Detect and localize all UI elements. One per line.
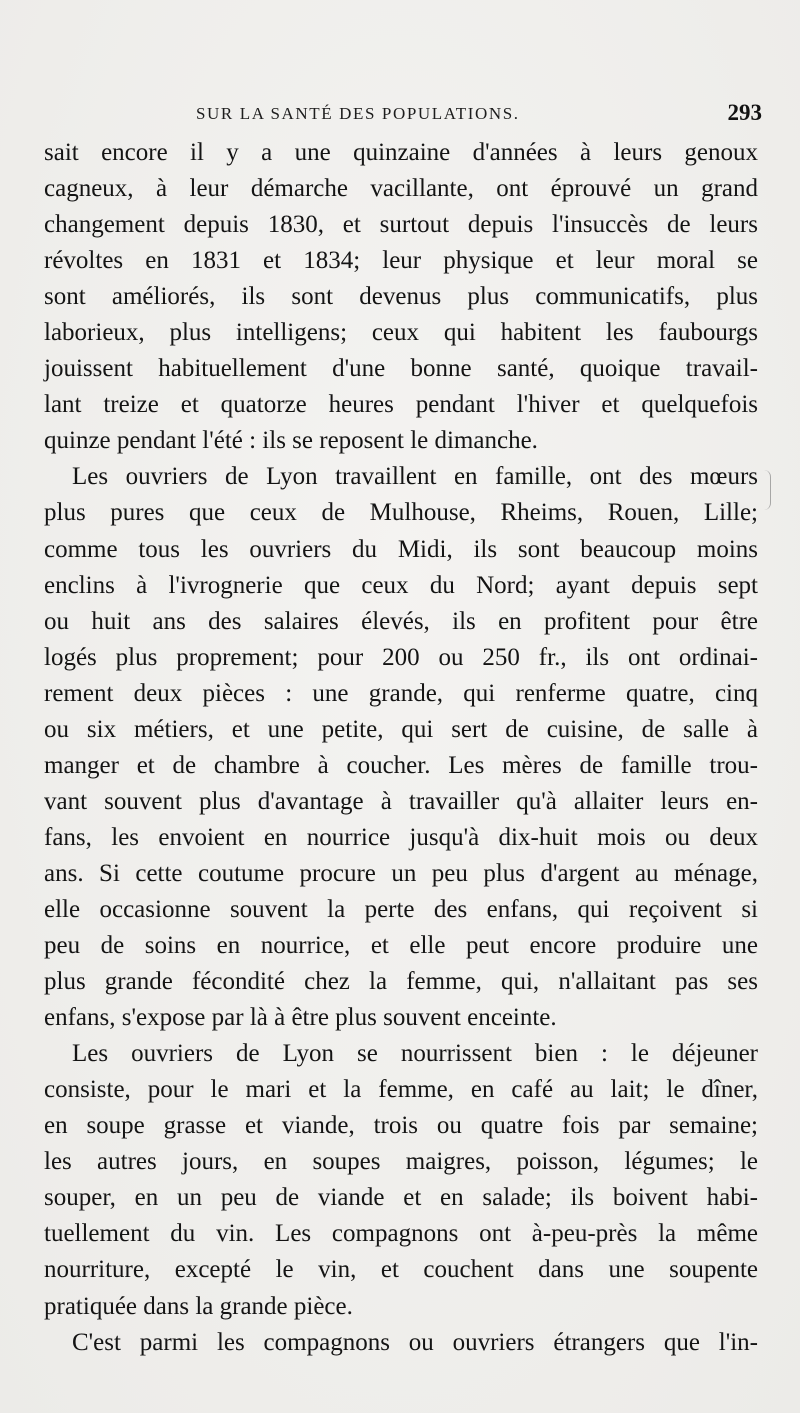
text-line: plus grande fécondité chez la femme, qui, n'allaitant pas ses bbox=[44, 968, 758, 996]
text-line: sait encore il y a une quinzaine d'années à leurs genoux bbox=[44, 139, 758, 166]
text-line: révoltes en 1831 et 1834; leur physique et leur moral se bbox=[44, 247, 758, 275]
paragraph-first-line: C'est parmi les compagnons ou ouvriers étrangers que l'in- bbox=[72, 1328, 758, 1356]
paragraph-first-line: Les ouvriers de Lyon travaillent en famille, ont des mœurs bbox=[72, 463, 758, 491]
text-line: lant treize et quatorze heures pendant l'hiver et quelquefois bbox=[44, 391, 758, 419]
text-line: comme tous les ouvriers du Midi, ils sont beaucoup moins bbox=[44, 535, 758, 563]
text-line: laborieux, plus intelligens; ceux qui habitent les faubourgs bbox=[44, 319, 758, 347]
text-line: quinze pendant l'été : ils se reposent le dimanche. bbox=[44, 427, 538, 455]
text-line: pratiquée dans la grande pièce. bbox=[44, 1292, 353, 1320]
text-line: enfans, s'expose par là à être plus souvent enceinte. bbox=[44, 1004, 557, 1032]
text-line: plus pures que ceux de Mulhouse, Rheims, Rouen, Lille; bbox=[44, 499, 758, 527]
running-header bbox=[44, 100, 764, 134]
text-line: ou six métiers, et une petite, qui sert de cuisine, de salle à bbox=[44, 715, 758, 743]
text-line: peu de soins en nourrice, et elle peut encore produire une bbox=[44, 932, 758, 960]
text-line: souper, en un peu de viande et en salade; ils boivent habi- bbox=[44, 1184, 758, 1212]
running-title: SUR LA SANTÉ DES POPULATIONS. bbox=[196, 104, 520, 123]
text-line: logés plus proprement; pour 200 ou 250 fr., ils ont ordinai- bbox=[44, 643, 758, 671]
text-line: elle occasionne souvent la perte des enfans, qui reçoivent si bbox=[44, 895, 758, 923]
text-line: en soupe grasse et viande, trois ou quatre fois par semaine; bbox=[44, 1112, 758, 1140]
text-line: ans. Si cette coutume procure un peu plus d'argent au ménage, bbox=[44, 859, 758, 887]
text-line: consiste, pour le mari et la femme, en café au lait; le dîner, bbox=[44, 1076, 758, 1104]
text-line: sont améliorés, ils sont devenus plus communicatifs, plus bbox=[44, 283, 758, 311]
text-line: vant souvent plus d'avantage à travailler qu'à allaiter leurs en- bbox=[44, 787, 758, 815]
text-line: tuellement du vin. Les compagnons ont à-peu-près la même bbox=[44, 1220, 758, 1248]
body-text bbox=[44, 135, 758, 1361]
text-line: jouissent habituellement d'une bonne santé, quoique travail- bbox=[44, 355, 758, 383]
text-line: cagneux, à leur démarche vacillante, ont éprouvé un grand bbox=[44, 175, 758, 203]
text-line: enclins à l'ivrognerie que ceux du Nord; ayant depuis sept bbox=[44, 571, 758, 599]
text-line: fans, les envoient en nourrice jusqu'à dix-huit mois ou deux bbox=[44, 823, 758, 851]
text-line: rement deux pièces : une grande, qui renferme quatre, cinq bbox=[44, 679, 758, 707]
page-number: 293 bbox=[727, 100, 762, 125]
paragraph-first-line: Les ouvriers de Lyon se nourrissent bien : le déjeuner bbox=[72, 1040, 758, 1068]
text-line: les autres jours, en soupes maigres, poisson, légumes; le bbox=[44, 1148, 758, 1176]
text-line: manger et de chambre à coucher. Les mères de famille trou- bbox=[44, 751, 758, 779]
text-line: changement depuis 1830, et surtout depuis l'insuccès de leurs bbox=[44, 211, 758, 239]
text-line: nourriture, excepté le vin, et couchent dans une soupente bbox=[44, 1256, 758, 1284]
margin-bracket-mark bbox=[764, 470, 771, 510]
text-line: ou huit ans des salaires élevés, ils en profitent pour être bbox=[44, 607, 758, 635]
